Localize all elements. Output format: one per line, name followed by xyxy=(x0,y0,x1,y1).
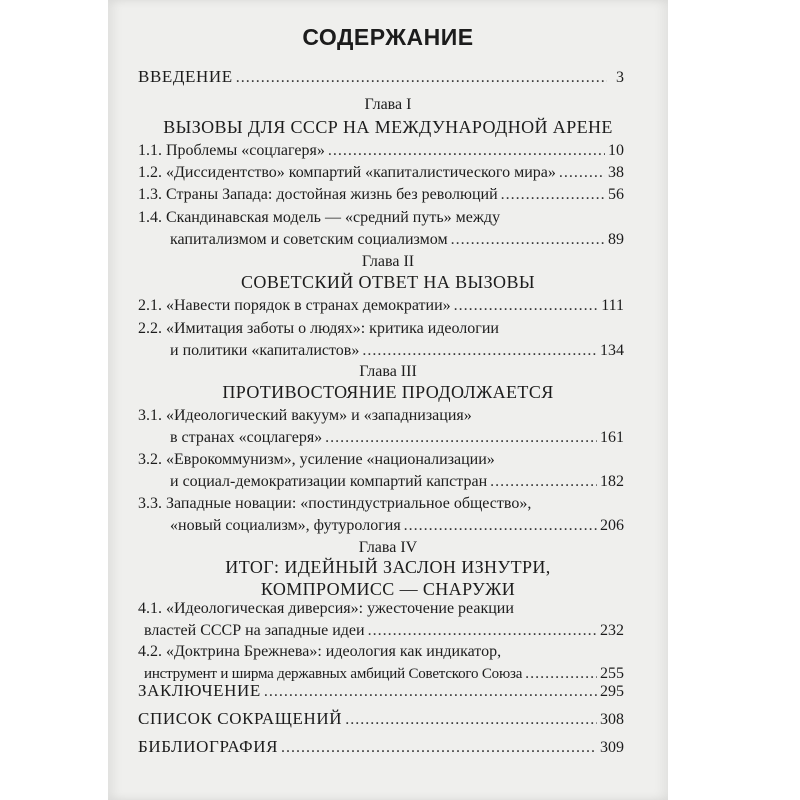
page-title: СОДЕРЖАНИЕ xyxy=(302,24,474,50)
toc-entry-label: СПИСОК СОКРАЩЕНИЙ xyxy=(138,709,343,728)
toc-page-number: 56 xyxy=(608,186,624,203)
dot-leader xyxy=(368,620,597,642)
chapter-title: ИТОГ: ИДЕЙНЫЙ ЗАСЛОН ИЗНУТРИ, xyxy=(225,557,551,577)
toc-page-number: 255 xyxy=(600,665,624,682)
chapter-heading: Глава III xyxy=(359,363,417,380)
dot-leader xyxy=(451,229,605,251)
dot-leader xyxy=(281,737,597,759)
toc-entry[interactable] xyxy=(108,207,668,251)
toc-entry-label: «новый социализм», футурология xyxy=(170,517,401,534)
toc-entry-label: 1.3. Страны Запада: достойная жизнь без революций xyxy=(138,186,498,203)
toc-entry[interactable] xyxy=(108,295,668,317)
toc-entry-label: капитализмом и советским социализмом xyxy=(170,231,448,248)
dot-leader xyxy=(325,427,597,449)
toc-page-number: 3 xyxy=(616,69,624,86)
dot-leader xyxy=(490,471,597,493)
toc-entry-label: 3.3. Западные новации: «постиндустриальное общество», xyxy=(138,495,532,512)
toc-entry-label: ВВЕДЕНИЕ xyxy=(138,67,233,86)
chapter-title: СОВЕТСКИЙ ОТВЕТ НА ВЫЗОВЫ xyxy=(241,272,535,292)
dot-leader xyxy=(328,140,605,162)
toc-entry-label: 1.4. Скандинавская модель — «средний путь» между xyxy=(138,209,501,226)
toc-entry[interactable] xyxy=(108,598,668,642)
toc-entry[interactable] xyxy=(108,184,668,206)
toc-entry-label: БИБЛИОГРАФИЯ xyxy=(138,737,279,756)
dot-leader xyxy=(454,295,599,317)
toc-entry-label: 4.1. «Идеологическая диверсия»: ужесточение реакции xyxy=(138,600,514,617)
toc-page-number: 295 xyxy=(600,683,624,700)
chapter-title: ВЫЗОВЫ ДЛЯ СССР НА МЕЖДУНАРОДНОЙ АРЕНЕ xyxy=(163,117,613,137)
toc-page-number: 10 xyxy=(608,142,624,159)
toc-entry-intro[interactable] xyxy=(108,66,668,89)
toc-entry[interactable] xyxy=(108,318,668,362)
toc-entry-label: и социал-демократизации компартий капстран xyxy=(170,473,488,490)
toc-entry[interactable] xyxy=(108,405,668,449)
chapter-title: ПРОТИВОСТОЯНИЕ ПРОДОЛЖАЕТСЯ xyxy=(222,382,554,402)
toc-entry[interactable] xyxy=(108,449,668,493)
toc-entry-label: и политики «капиталистов» xyxy=(170,342,360,359)
toc-page-number: 232 xyxy=(600,622,624,639)
toc-entry-label: 2.2. «Имитация заботы о людях»: критика идеологии xyxy=(138,320,499,337)
dot-leader xyxy=(362,340,597,362)
toc-page-number: 134 xyxy=(600,342,624,359)
toc-entry-label: 3.1. «Идеологический вакуум» и «западнизация» xyxy=(138,407,472,424)
toc-entry[interactable] xyxy=(108,641,668,685)
toc-page-number: 38 xyxy=(608,164,624,181)
dot-leader xyxy=(404,515,597,537)
toc-entry-label: ЗАКЛЮЧЕНИЕ xyxy=(138,681,261,700)
toc-entry-label: властей СССР на западные идеи xyxy=(144,622,365,639)
dot-leader xyxy=(345,709,597,731)
toc-entry[interactable] xyxy=(108,162,668,184)
dot-leader xyxy=(264,681,597,703)
toc-page-number: 111 xyxy=(601,297,624,314)
toc-entry[interactable] xyxy=(108,140,668,162)
dot-leader xyxy=(236,67,607,89)
chapter-title: КОМПРОМИСС — СНАРУЖИ xyxy=(260,579,516,599)
toc-entry-abbreviations[interactable] xyxy=(108,708,668,731)
toc-page-number: 309 xyxy=(600,739,624,756)
toc-entry[interactable] xyxy=(108,493,668,537)
toc-page-number: 161 xyxy=(600,429,624,446)
toc-page-number: 182 xyxy=(600,473,624,490)
toc-entry-label: в странах «соцлагеря» xyxy=(170,429,323,446)
toc-entry-label: 3.2. «Еврокоммунизм», усиление «национализации» xyxy=(138,451,495,468)
toc-entry-label: 1.1. Проблемы «соцлагеря» xyxy=(138,142,325,159)
toc-entry-label: 2.1. «Навести порядок в странах демократии» xyxy=(138,297,451,314)
toc-entry-label: инструмент и ширма державных амбиций Советского Союза xyxy=(144,666,523,682)
toc-entry-label: 1.2. «Диссидентство» компартий «капиталистического мира» xyxy=(138,164,556,181)
chapter-heading: Глава I xyxy=(364,96,412,113)
toc-page-number: 308 xyxy=(600,711,624,728)
chapter-heading: Глава II xyxy=(361,253,415,270)
dot-leader xyxy=(559,162,605,184)
dot-leader xyxy=(501,184,605,206)
toc-page-number: 89 xyxy=(608,231,624,248)
toc-page-number: 206 xyxy=(600,517,624,534)
chapter-heading: Глава IV xyxy=(358,539,418,556)
toc-entry-label: 4.2. «Доктрина Брежнева»: идеология как индикатор, xyxy=(138,643,502,660)
book-page xyxy=(108,0,668,800)
toc-entry-conclusion[interactable] xyxy=(108,680,668,703)
toc-entry-bibliography[interactable] xyxy=(108,736,668,759)
